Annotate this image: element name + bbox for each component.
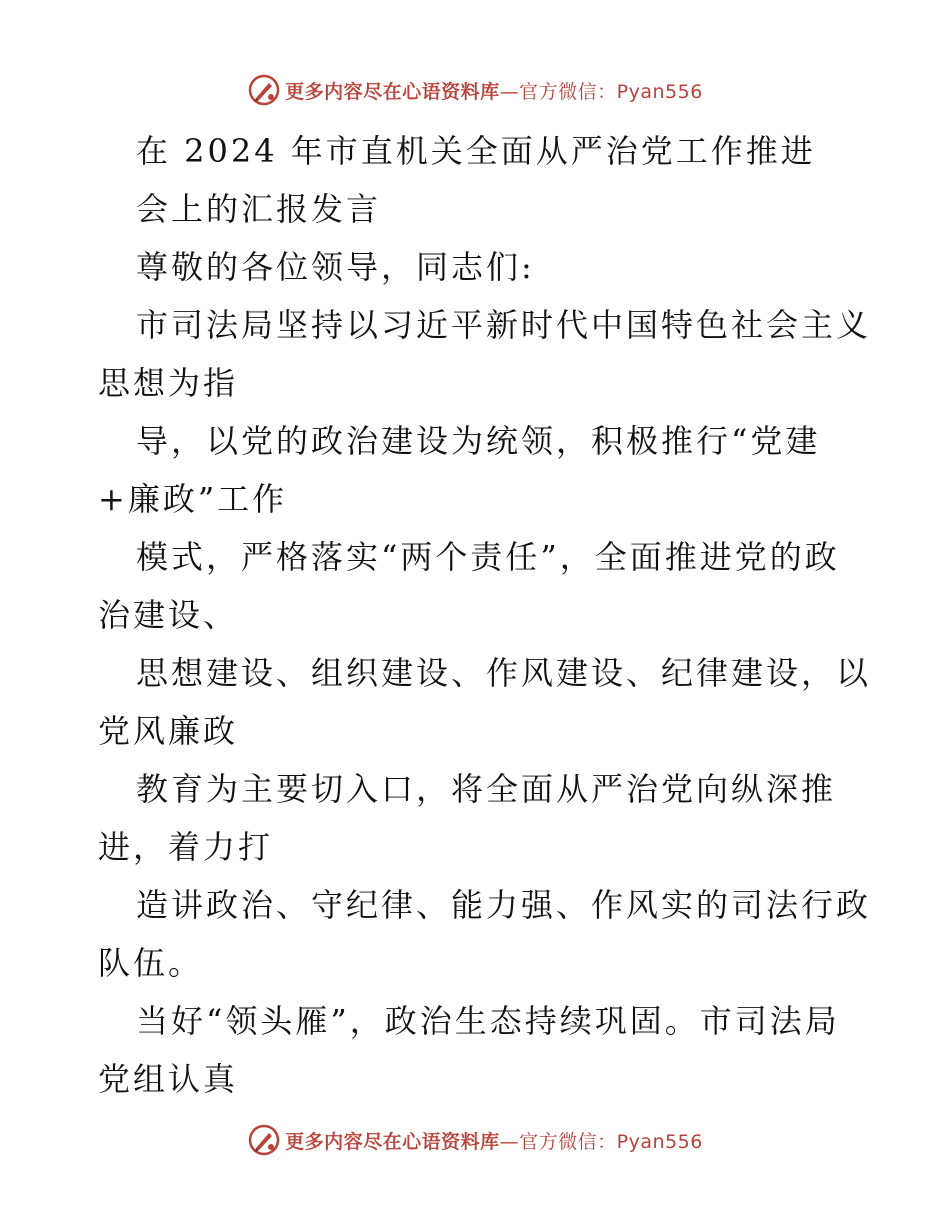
document-line: 造讲政治、守纪律、能力强、作风实的司法行政 [136, 886, 872, 924]
document-line: 教育为主要切入口，将全面从严治党向纵深推 [136, 770, 837, 808]
banner-lead: 更多内容尽在心语资料库 [285, 80, 500, 103]
document-line: 进，着力打 [98, 828, 274, 866]
document-line: 治建设、 [98, 596, 239, 634]
banner-text [285, 1127, 703, 1154]
document-line: 导，以党的政治建设为统领，积极推行“党建 [136, 422, 821, 460]
banner-tail: —官方微信：Pyan556 [499, 1130, 703, 1153]
banner-text [285, 77, 703, 104]
footer-banner [0, 1120, 950, 1160]
document-line: 市司法局坚持以习近平新时代中国特色社会主义 [136, 306, 872, 344]
document-line: 党组认真 [98, 1060, 239, 1098]
document-line: 模式，严格落实“两个责任”，全面推进党的政 [136, 538, 840, 576]
document-line: 党风廉政 [98, 712, 239, 750]
banner-lead: 更多内容尽在心语资料库 [285, 1130, 500, 1153]
document-line: 思想建设、组织建设、作风建设、纪律建设，以 [136, 654, 872, 692]
document-line: 尊敬的各位领导，同志们: [136, 248, 535, 286]
pen-logo-icon [247, 1123, 281, 1157]
banner-tail: —官方微信：Pyan556 [499, 80, 703, 103]
pen-logo-icon [247, 73, 281, 107]
document-line: 队伍。 [98, 944, 204, 982]
document-line: 思想为指 [98, 364, 239, 402]
document-line: 在 2024 年市直机关全面从严治党工作推进 [136, 132, 816, 170]
document-body [98, 122, 878, 1108]
document-line: 会上的汇报发言 [136, 190, 382, 228]
document-line: 当好“领头雁”，政治生态持续巩固。市司法局 [136, 1002, 840, 1040]
header-banner [0, 70, 950, 110]
document-line: +廉政”工作 [98, 480, 288, 518]
